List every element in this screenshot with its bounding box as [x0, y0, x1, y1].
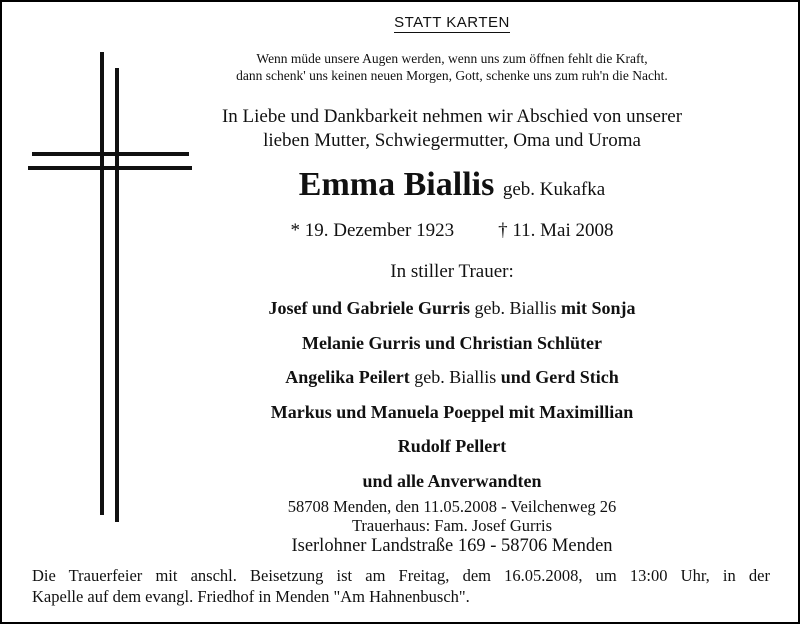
- mourner-3-with: und Gerd Stich: [500, 367, 619, 388]
- address-block: [202, 497, 702, 557]
- birth-date: * 19. Dezember 1923: [290, 220, 455, 241]
- intro-line-1: In Liebe und Dankbarkeit nehmen wir Abschied von unserer: [221, 106, 683, 127]
- death-date: † 11. Mai 2008: [498, 220, 614, 241]
- mourning-label: In stiller Trauer:: [390, 261, 514, 282]
- mourner-row-1: [202, 291, 702, 326]
- poem-line-1: Wenn müde unsere Augen werden, wenn uns zum öffnen fehlt die Kraft,: [256, 51, 648, 66]
- intro-line-2: lieben Mutter, Schwiegermutter, Oma und Uroma: [263, 130, 641, 151]
- cross-icon: [2, 2, 202, 522]
- mourner-row-4: Markus und Manuela Poeppel mit Maximillian: [270, 401, 634, 422]
- mourner-row-2: Melanie Gurris und Christian Schlüter: [301, 332, 602, 353]
- mourner-row-3: [202, 360, 702, 395]
- poem-line-2: dann schenk' uns keinen neuen Morgen, Gott, schenke uns zum ruh'n die Nacht.: [236, 68, 668, 83]
- statt-karten-text: STATT KARTEN: [394, 14, 510, 31]
- mourner-row-5: Rudolf Pellert: [397, 436, 507, 457]
- mourner-1-born: geb. Biallis: [474, 298, 557, 318]
- deceased-name-block: [202, 165, 702, 210]
- address-line-2: Trauerhaus: Fam. Josef Gurris: [351, 516, 553, 535]
- mourner-3-names: Angelika Peilert: [285, 367, 410, 388]
- funeral-notice-line-2: Kapelle auf dem evangl. Friedhof in Menden "Am Hahnenbusch".: [32, 587, 470, 606]
- life-dates: [202, 220, 702, 242]
- deceased-born-name: geb. Kukafka: [502, 179, 606, 200]
- mourner-row-6: und alle Anverwandten: [362, 470, 542, 491]
- funeral-notice-line-1: Die Trauerfeier mit anschl. Beisetzung ist am Freitag, dem 16.05.2008, um 13:00 Uhr, in der: [32, 566, 770, 585]
- address-line-1: 58708 Menden, den 11.05.2008 - Veilchenweg 26: [287, 497, 617, 516]
- statt-karten-heading: [202, 14, 702, 31]
- address-line-3: Iserlohner Landstraße 169 - 58706 Menden: [291, 536, 613, 556]
- deceased-name: Emma Biallis: [298, 166, 495, 203]
- poem: [202, 50, 702, 84]
- mourner-1-with: mit Sonja: [560, 298, 636, 318]
- funeral-notice: [32, 565, 770, 607]
- mourner-1-names: Josef und Gabriele Gurris: [268, 298, 470, 318]
- mourners-list: [202, 291, 702, 499]
- intro-text: [202, 105, 702, 153]
- mourner-3-born: geb. Biallis: [414, 367, 497, 388]
